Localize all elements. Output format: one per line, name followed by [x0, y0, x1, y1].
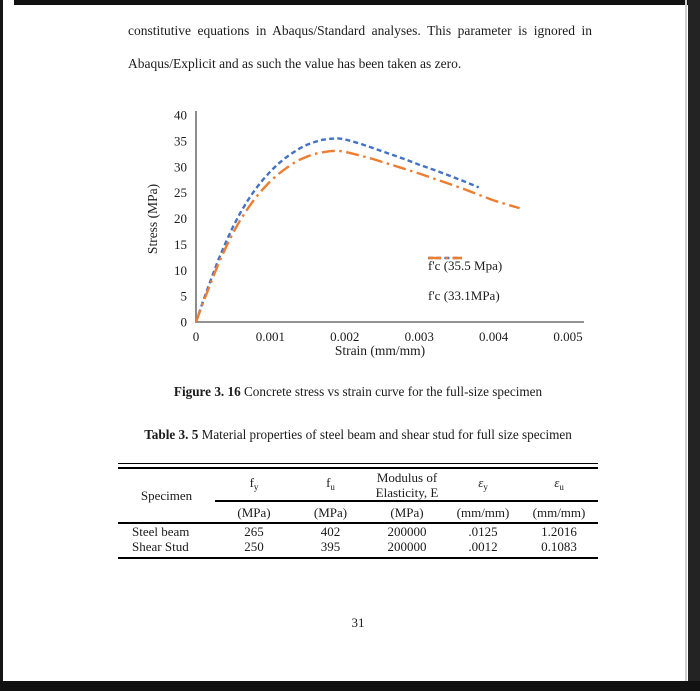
legend-label: f'c (33.1MPa) [428, 288, 500, 303]
cell-modulus: 200000 [368, 539, 446, 558]
unit-epsilon-u: (mm/mm) [520, 501, 598, 523]
unit-modulus: (MPa) [368, 501, 446, 523]
svg-text:35: 35 [174, 133, 187, 149]
svg-text:0.001: 0.001 [255, 329, 286, 344]
unit-epsilon-y: (mm/mm) [446, 501, 520, 523]
chart-plot-area [120, 95, 595, 385]
table-caption-label: Table 3. 5 [144, 427, 199, 442]
cell-epsilon-y: .0012 [446, 539, 520, 558]
cell-epsilon-y: .0125 [468, 524, 498, 539]
y-axis-title: Stress (MPa) [145, 183, 160, 255]
col-header-fy: $f_y$ [215, 469, 293, 501]
paragraph-line-2: Abaqus/Explicit and as such the value has been taken as zero. [128, 56, 462, 71]
legend-line-sample-dashdot [428, 255, 462, 261]
svg-text:5: 5 [180, 288, 187, 304]
col-header-specimen: Specimen [118, 469, 215, 523]
svg-text:0.003: 0.003 [404, 329, 434, 344]
svg-text:25: 25 [174, 185, 187, 201]
scan-border-right [688, 0, 700, 691]
cell-specimen: Steel beam [132, 524, 190, 539]
material-properties-table [118, 469, 598, 559]
cell-fu: 402 [320, 524, 341, 539]
stress-strain-chart [120, 95, 595, 385]
chart-legend [428, 255, 502, 315]
svg-text:0.002: 0.002 [330, 329, 360, 344]
col-header-modulus: Modulus of Elasticity, E [368, 469, 446, 501]
svg-text:0: 0 [180, 314, 187, 330]
scan-edge-line [685, 0, 687, 691]
page-number: 31 [351, 615, 365, 630]
cell-fy: 250 [215, 539, 293, 558]
table-caption [118, 427, 598, 443]
x-axis-title: Strain (mm/mm) [334, 343, 426, 358]
unit-fy: (MPa) [215, 501, 293, 523]
col-header-epsilon-y: $\varepsilon_y$ [446, 469, 520, 501]
figure-caption [118, 384, 598, 400]
cell-specimen: Shear Stud [118, 539, 215, 558]
cell-fu: 395 [293, 539, 368, 558]
svg-text:30: 30 [174, 159, 187, 175]
svg-text:15: 15 [174, 236, 187, 252]
svg-text:0.005: 0.005 [553, 329, 583, 344]
cell-modulus: 200000 [387, 524, 427, 539]
figure-caption-label: Figure 3. 16 [173, 384, 241, 399]
col-header-epsilon-u: $\varepsilon_u$ [520, 469, 598, 501]
svg-text:0.004: 0.004 [478, 329, 509, 344]
legend-item-fc-33-1 [428, 285, 502, 307]
scan-border-top [14, 0, 700, 5]
svg-text:10: 10 [174, 262, 187, 278]
paragraph-line-1: constitutive equations in Abaqus/Standard analyses. This parameter is ignored in [128, 23, 592, 38]
scan-border-left [0, 0, 3, 691]
col-header-fu: $f_u$ [293, 469, 368, 501]
legend-label: f'c (35.5 Mpa) [428, 258, 503, 273]
figure-caption-text: Concrete stress vs strain curve for the full-size specimen [240, 384, 543, 399]
svg-text:0: 0 [192, 329, 200, 344]
cell-fy: 265 [244, 524, 264, 539]
svg-text:20: 20 [174, 211, 187, 226]
svg-text:40: 40 [174, 107, 187, 123]
table-caption-text: Material properties of steel beam and shear stud for full size specimen [198, 427, 572, 442]
material-properties-table-wrap [118, 463, 598, 559]
cell-epsilon-u: 1.2016 [541, 524, 577, 539]
cell-epsilon-u: 0.1083 [520, 539, 598, 558]
body-paragraph [128, 14, 592, 80]
scan-border-bottom [0, 681, 700, 691]
unit-fu: (MPa) [293, 501, 368, 523]
